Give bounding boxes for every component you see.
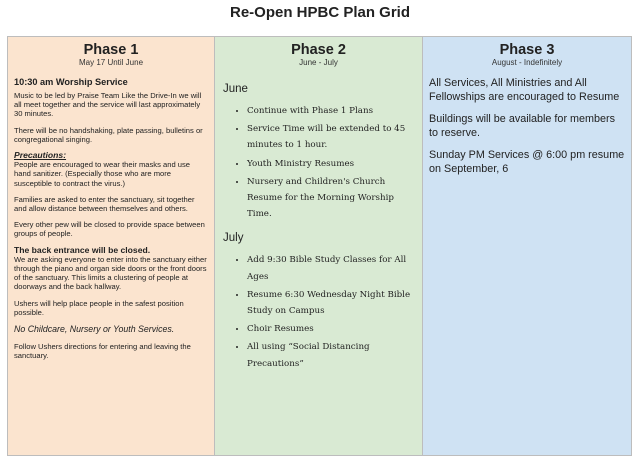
june-item: • Continue with Phase 1 Plans xyxy=(247,103,416,119)
phase3-dates: August - Indefinitely xyxy=(491,58,563,67)
june-list xyxy=(221,103,416,222)
no-handshaking-text: There will be no handshaking, plate passing, bulletins or congregational singing. xyxy=(14,125,203,144)
phase2-body xyxy=(215,71,422,372)
worship-heading: 10:30 am Worship Service xyxy=(14,77,128,87)
back-entrance-text: We are asking everyone to enter into the sanctuary either through the piano and organ side doors or the front doors of the sanctuary. This limits a clustering of people at doorways and the back hallway. xyxy=(14,254,207,292)
june-label: June xyxy=(223,83,248,95)
all-services-text: All Services, All Ministries and All Fellowships are encouraged to Resume xyxy=(429,77,620,103)
phase3-title: Phase 3 xyxy=(499,42,555,58)
back-entrance-heading: The back entrance will be closed. xyxy=(14,244,151,255)
june-item: • Youth Ministry Resumes xyxy=(247,156,416,172)
page-title: Re-Open HPBC Plan Grid xyxy=(229,4,411,21)
families-text: Families are asked to enter the sanctuary, sit together and allow distance between themselves and others. xyxy=(14,194,195,214)
phase2-dates: June - July xyxy=(299,58,338,67)
june-item: • Nursery and Children's Church Resume for the Morning Worship Time. xyxy=(247,174,416,223)
follow-ushers-text: Follow Ushers directions for entering and leaving the sanctuary. xyxy=(14,342,191,361)
phase2-column xyxy=(215,37,423,455)
pews-text: Every other pew will be closed to provide space between groups of people. xyxy=(14,220,205,239)
precautions-heading: Precautions: xyxy=(14,150,67,161)
july-list xyxy=(221,252,416,371)
july-item: • All using “Social Distancing Precautions” xyxy=(247,339,416,371)
phase3-body xyxy=(423,71,631,176)
phase1-title: Phase 1 xyxy=(83,42,139,58)
plan-grid xyxy=(7,36,632,456)
july-item: • Add 9:30 Bible Study Classes for All Ages xyxy=(247,252,416,284)
june-item: • Service Time will be extended to 45 minutes to 1 hour. xyxy=(247,121,416,153)
july-label: July xyxy=(223,232,244,245)
worship-text: Music to be led by Praise Team Like the Drive-In we will all meet together and the service will last approximately 30 minutes. xyxy=(14,91,202,119)
phase3-header xyxy=(423,37,631,71)
phase1-dates: May 17 Until June xyxy=(78,58,144,67)
sunday-pm-text: Sunday PM Services @ 6:00 pm resume on September, 6 xyxy=(429,149,625,175)
ushers-text: Ushers will help place people in the safest position possible. xyxy=(14,298,184,317)
phase2-header xyxy=(215,37,422,71)
phase1-header xyxy=(8,37,214,71)
phase1-body xyxy=(8,71,214,360)
july-item: • Choir Resumes xyxy=(247,321,416,337)
no-childcare-text: No Childcare, Nursery or Youth Services. xyxy=(14,324,175,335)
buildings-text: Buildings will be available for members to reserve. xyxy=(429,113,616,139)
july-item: • Resume 6:30 Wednesday Night Bible Study on Campus xyxy=(247,287,416,319)
phase1-column xyxy=(8,37,215,455)
precautions-text: People are encouraged to wear their masks and use hand sanitizer. (Especially those who are more susceptible to contract the virus.) xyxy=(14,160,191,188)
phase2-title: Phase 2 xyxy=(291,42,346,58)
phase3-column xyxy=(423,37,631,455)
